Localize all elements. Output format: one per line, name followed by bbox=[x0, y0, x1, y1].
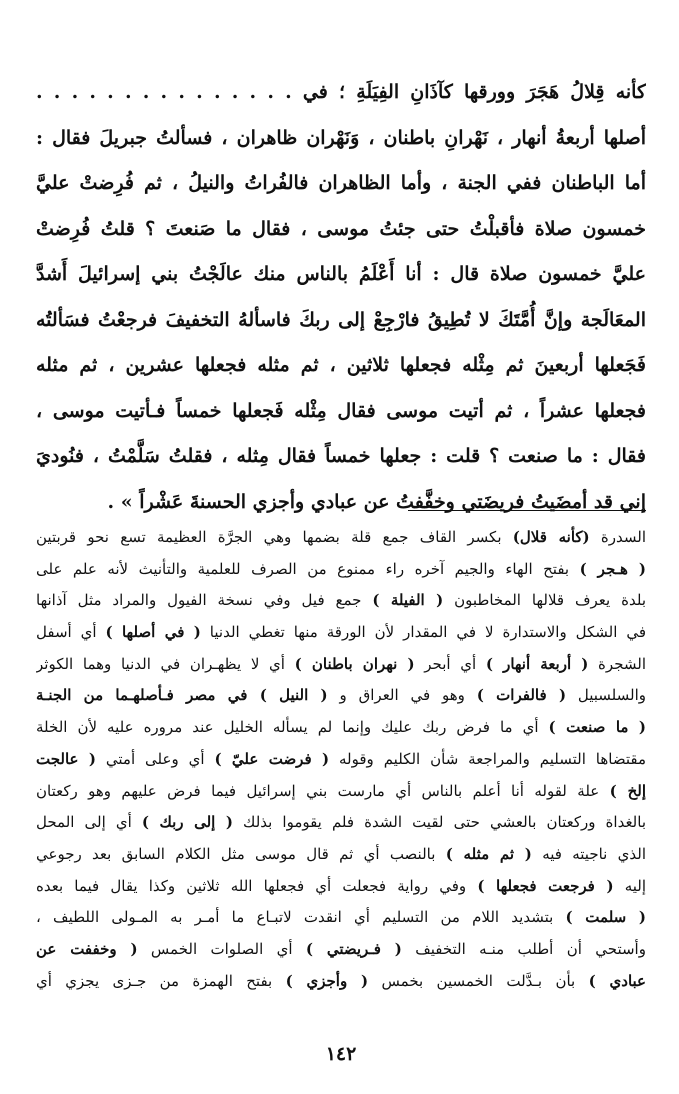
note-line bbox=[36, 776, 646, 808]
note-text: أي أبحر bbox=[414, 654, 486, 673]
note-text: في الشكل والاستدارة لا في المقدار لأن الورقة منها تغطي الدنيا bbox=[200, 623, 646, 642]
note-text: أي إلى المحل bbox=[36, 813, 142, 832]
note-text: الذي ناجيته فيه bbox=[531, 844, 646, 863]
note-line bbox=[36, 744, 646, 776]
note-term: ( عالجت bbox=[36, 749, 96, 768]
note-text: الشجرة bbox=[588, 654, 646, 673]
text-line: فجعلها عشراً ، ثم أتيت موسى فقال مِثْله فَجعلها خمساً فـأتيت موسى ، bbox=[36, 399, 646, 422]
note-term: ( فرجعت فجعلها ) bbox=[477, 876, 614, 895]
note-term: ( وخففت عن bbox=[36, 939, 138, 958]
page-number: ١٤٢ bbox=[325, 1043, 357, 1065]
note-text: أي لا يظهـران في الدنيا وهما الكوثر bbox=[36, 654, 295, 673]
note-text: وأستحي أن أطلب منـه التخفيف bbox=[401, 939, 646, 958]
note-text: السدرة bbox=[589, 528, 646, 546]
note-line bbox=[36, 839, 646, 871]
note-term: إلخ ) bbox=[609, 781, 646, 800]
note-text: مقتضاها التسليم والمراجعة شأن الكليم وقوله bbox=[329, 749, 646, 768]
note-text: أي أسفل bbox=[36, 623, 106, 642]
note-text: بتشديد اللام من التسليم أي انقدت لاتبـاع ما أمـر به المـولى اللطيف ، bbox=[36, 908, 566, 927]
note-line bbox=[36, 585, 646, 617]
note-term: ( هـجر ) bbox=[579, 559, 646, 578]
footnote-divider bbox=[408, 510, 646, 511]
note-term: ( فالفرات ) bbox=[476, 686, 567, 705]
note-term: ( فـريضتي ) bbox=[305, 939, 402, 958]
note-line bbox=[36, 712, 646, 744]
note-line bbox=[36, 902, 646, 934]
note-line bbox=[36, 617, 646, 649]
text-line: المعَالَجة وإنَّ أُمَّتَكَ لا تُطِيقُ فارْجِعْ إلى ربكَ فاسألهُ التخفيفَ فرجعْتُ فسَألتُه bbox=[36, 308, 646, 331]
text-line: أصلها أربعةُ أنهار ، نَهْرانِ باطنان ، وَنَهْران ظاهران ، فسألتُ جبريلَ فقال : bbox=[36, 126, 646, 149]
text-line: خمسون صلاة فأقبلْتُ حتى جئتُ موسى ، فقال ما صَنعتَ ؟ قلتُ فُرِضتْ bbox=[36, 217, 646, 240]
note-term: ( النيل ) في مصر فـأصلهـما من الجنـة bbox=[36, 686, 328, 705]
text-line: أما الباطنان ففي الجنة ، وأما الظاهران فالفُراتُ والنيلُ ، ثم فُرِضتْ عليَّ bbox=[36, 172, 646, 194]
note-term: ( وأجزي ) bbox=[285, 971, 369, 990]
text-line: كأنه قِلالُ هَجَرَ وورقها كآذَانِ الفِيَلَةِ ؛ في . . . . . . . . . . . . . . . bbox=[36, 81, 646, 103]
note-text: بالغداة وركعتان بالعشي حتى لقيت الشدة فلم يقوموا بذلك bbox=[232, 813, 646, 832]
note-text: إليه bbox=[613, 876, 646, 895]
note-text: وهو في العراق و bbox=[327, 686, 477, 705]
note-term: ( إلى ربك ) bbox=[141, 813, 233, 832]
note-line bbox=[36, 934, 646, 966]
note-text: بأن بـدَّلت الخمسين بخمس bbox=[368, 971, 589, 990]
note-term: ( فرضت عليّ ) bbox=[214, 749, 330, 768]
note-text: بفتح الهمزة من جـزى يجزي أي bbox=[36, 971, 286, 990]
note-text: أي ما فرض ربك عليك وإنما لم يسأله الخليل عند مروره عليه لأن الخلة bbox=[36, 718, 549, 737]
commentary-notes bbox=[36, 522, 646, 997]
note-term: ( أربعة أنهار ) bbox=[485, 654, 589, 673]
note-text: وفي رواية فجعلت أي فجعلها الله ثلاثين وكذا يقال فيما بعده bbox=[36, 876, 478, 895]
note-text: بالنصب أي ثم قال موسى مثل الكلام السابق بعد رجوعي bbox=[36, 844, 446, 863]
text-line: إني قد أمضَيتُ فريضَتي وخفَّفتُ عن عبادي وأجزي الحسنةَ عَشْراً » . bbox=[107, 490, 646, 513]
note-text: علة لقوله أنا أعلم بالناس أي مارست بني إسرائيل فيما فرض عليهم وهو ركعتان bbox=[36, 781, 610, 800]
note-term: ( ما صنعت ) bbox=[548, 718, 646, 737]
note-line bbox=[36, 522, 646, 554]
note-line bbox=[36, 649, 646, 681]
note-text: بكسر القاف جمع قلة بضمها وهي الجرَّة العظيمة تسع نحو قربتين bbox=[36, 528, 513, 546]
text-line: فَجَعلها أربعينَ ثم مِثْله فجعلها ثلاثين ، ثم مثله فجعلها عشرين ، ثم مثله bbox=[36, 354, 646, 376]
note-text: جمع فيل وفي نسخة الفيول والمراد مثل آذانها bbox=[36, 591, 373, 610]
note-term: ( نهران باطنان ) bbox=[294, 654, 415, 673]
note-term: ( ثم مثله ) bbox=[445, 844, 532, 863]
note-line bbox=[36, 680, 646, 712]
text-line: عليَّ خمسون صلاة قال : أنا أَعْلَمُ بالناس منك عالَجْتُ بني إسرائيلَ أَشدَّ bbox=[36, 263, 646, 285]
note-term: ( سلمت ) bbox=[565, 908, 646, 927]
note-text: بفتح الهاء والجيم آخره راء ممنوع من الصرف للعلمية والتأنيث لأنه علم على bbox=[36, 559, 580, 578]
note-term: (كأنه قلال) bbox=[512, 528, 590, 546]
note-line bbox=[36, 871, 646, 903]
note-text: بلدة يعرف قلالها المخاطبون bbox=[443, 591, 646, 610]
note-line bbox=[36, 807, 646, 839]
book-page bbox=[36, 70, 646, 1070]
note-line bbox=[36, 966, 646, 998]
hadith-text bbox=[36, 70, 646, 525]
text-line: فقال : ما صنعت ؟ قلت : جعلها خمساً فقال مِثله ، فقلتُ سَلَّمْتُ ، فنُوديَ bbox=[36, 445, 646, 467]
note-text: أي وعلى أمتي bbox=[95, 749, 215, 768]
note-text: والسلسبيل bbox=[566, 686, 646, 705]
note-text: أي الصلوات الخمس bbox=[137, 939, 306, 958]
note-term: ( في أصلها ) bbox=[105, 623, 201, 642]
note-term: ( الفيلة ) bbox=[372, 591, 444, 610]
note-line bbox=[36, 554, 646, 586]
note-term: عبادي ) bbox=[588, 971, 646, 990]
